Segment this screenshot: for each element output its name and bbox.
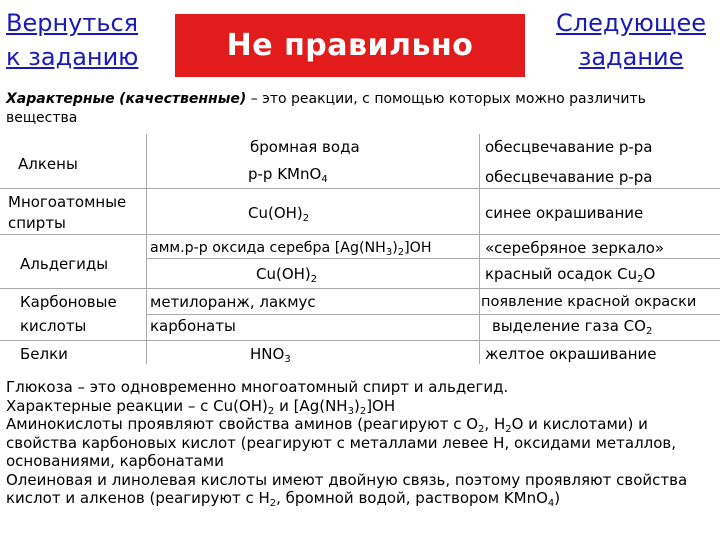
group-proteins: Белки	[20, 345, 68, 363]
reagent-kmno4-sub: 4	[321, 174, 328, 185]
group-aldehydes: Альдегиды	[20, 255, 109, 273]
table-divider	[0, 288, 720, 289]
reagent-cuoh2	[248, 203, 309, 223]
effect-silver-mirror: «серебряное зеркало»	[485, 239, 665, 257]
back-link-line-2: к заданию	[6, 43, 139, 71]
table-divider	[0, 234, 720, 235]
note-glucose-1: Глюкоза – это одновременно многоатомный спирт и альдегид.	[6, 378, 509, 396]
reagent-cuoh2-aldehyde	[256, 264, 317, 284]
note-oleic-text: Олеиновая и линолевая кислоты имеют двойную связь, поэтому проявляют свойства кислот и алкенов (реагируют с H	[6, 470, 688, 507]
note-oleic-acid	[6, 471, 714, 508]
effect-yellow-color: желтое окрашивание	[485, 345, 657, 363]
table-divider	[146, 314, 720, 315]
note-amino-text: Аминокислоты проявляют свойства аминов (реагируют с O	[6, 415, 479, 433]
note-glucose-2-sub-3: 2	[359, 405, 367, 417]
reagent-hno3-sub: 3	[284, 354, 291, 365]
reagent-hno3	[250, 344, 291, 364]
reagent-carbonates: карбонаты	[150, 317, 236, 335]
effect-decolor-bromine: обесцвечавание р-ра	[485, 138, 653, 156]
result-banner	[175, 14, 525, 77]
reagent-cuoh2-aldehyde-text: Cu(OH)	[256, 265, 311, 283]
next-task-link[interactable]	[556, 6, 706, 74]
note-glucose-2	[6, 397, 714, 416]
reagent-hno3-text: HNO	[250, 345, 285, 363]
note-glucose-2-mid-2: )	[353, 396, 360, 415]
definition-text	[6, 90, 714, 128]
reagent-silver-sub-1: 3	[385, 247, 393, 258]
qualitative-reactions-table	[0, 134, 720, 370]
reagent-silver-mid: )	[392, 240, 398, 256]
reagent-cuoh2-aldehyde-sub: 2	[310, 274, 318, 285]
definition-term: Характерные	[6, 91, 115, 107]
back-link-line-1: Вернуться	[6, 9, 139, 37]
effect-gas-release	[492, 316, 652, 336]
note-oleic-sub-1: 2	[269, 498, 277, 509]
table-divider	[146, 134, 147, 364]
reagent-silver-sub-2: 2	[397, 247, 405, 258]
effect-red-coloring: появление красной окраски	[481, 294, 697, 310]
result-text: Не правильно	[226, 28, 474, 63]
effect-gas-text: выделение газа CO	[492, 317, 646, 335]
note-glucose-2-mid: и [Ag(NH	[274, 396, 348, 415]
effect-gas-sub: 2	[645, 326, 653, 337]
notes-block	[6, 378, 714, 508]
effect-red-precipitate	[485, 264, 655, 284]
group-alkenes: Алкены	[18, 155, 78, 173]
definition-rest: – это реакции, с помощью которых можно различить вещества	[6, 91, 646, 126]
reagent-kmno4-text: р-р KMnO	[248, 165, 322, 183]
definition-term-paren: (качественные)	[119, 91, 247, 107]
effect-red-sub: 2	[637, 274, 644, 285]
note-oleic-sub-2: 4	[547, 498, 555, 509]
group-carboxylic-line-2: кислоты	[20, 317, 87, 335]
note-glucose-2-sub-2: 3	[347, 405, 354, 417]
next-link-line-1: Следующее	[556, 9, 706, 37]
reagent-silver-text: амм.р-р оксида серебра [Ag(NH	[150, 240, 386, 256]
note-amino-acids	[6, 415, 714, 471]
note-glucose-2-sub-1: 2	[267, 405, 275, 417]
reagent-indicators: метилоранж, лакмус	[150, 293, 316, 311]
effect-red-text: красный осадок Cu	[485, 265, 638, 283]
reagent-bromine-water: бромная вода	[250, 138, 360, 156]
note-amino-sub-2: 2	[505, 424, 512, 435]
note-oleic-post: )	[554, 489, 561, 507]
group-polyalcohols-line-2: спирты	[8, 214, 66, 232]
table-divider	[0, 188, 720, 189]
note-glucose-2-text: Характерные реакции – с Cu(OH)	[6, 396, 268, 415]
effect-decolor-kmno4: обесцвечавание р-ра	[485, 168, 653, 186]
table-divider	[146, 258, 720, 259]
group-polyalcohols-line-1: Многоатомные	[8, 193, 127, 211]
note-amino-mid: , H	[484, 415, 506, 433]
note-amino-sub-1: 2	[478, 424, 485, 435]
table-divider	[479, 134, 480, 364]
note-glucose-2-post: ]OH	[366, 396, 396, 415]
note-amino-post: O и кислотами) и свойства карбоновых кислот (реагируют с металлами левее H, оксидами металлов, основаниями, карбонатами	[6, 415, 677, 470]
effect-red-post: O	[643, 265, 656, 283]
reagent-silver-ammonia	[150, 238, 432, 258]
note-oleic-mid: , бромной водой, раствором KMnO	[276, 489, 548, 507]
reagent-silver-post: ]OH	[404, 240, 432, 256]
reagent-cuoh2-text: Cu(OH)	[248, 204, 303, 222]
back-to-task-link[interactable]	[6, 6, 138, 74]
reagent-cuoh2-sub: 2	[302, 213, 310, 224]
table-divider	[0, 340, 720, 341]
reagent-kmno4	[248, 164, 328, 184]
group-carboxylic-line-1: Карбоновые	[20, 293, 117, 311]
effect-blue-color: синее окрашивание	[485, 204, 644, 222]
next-link-line-2: задание	[578, 43, 684, 71]
